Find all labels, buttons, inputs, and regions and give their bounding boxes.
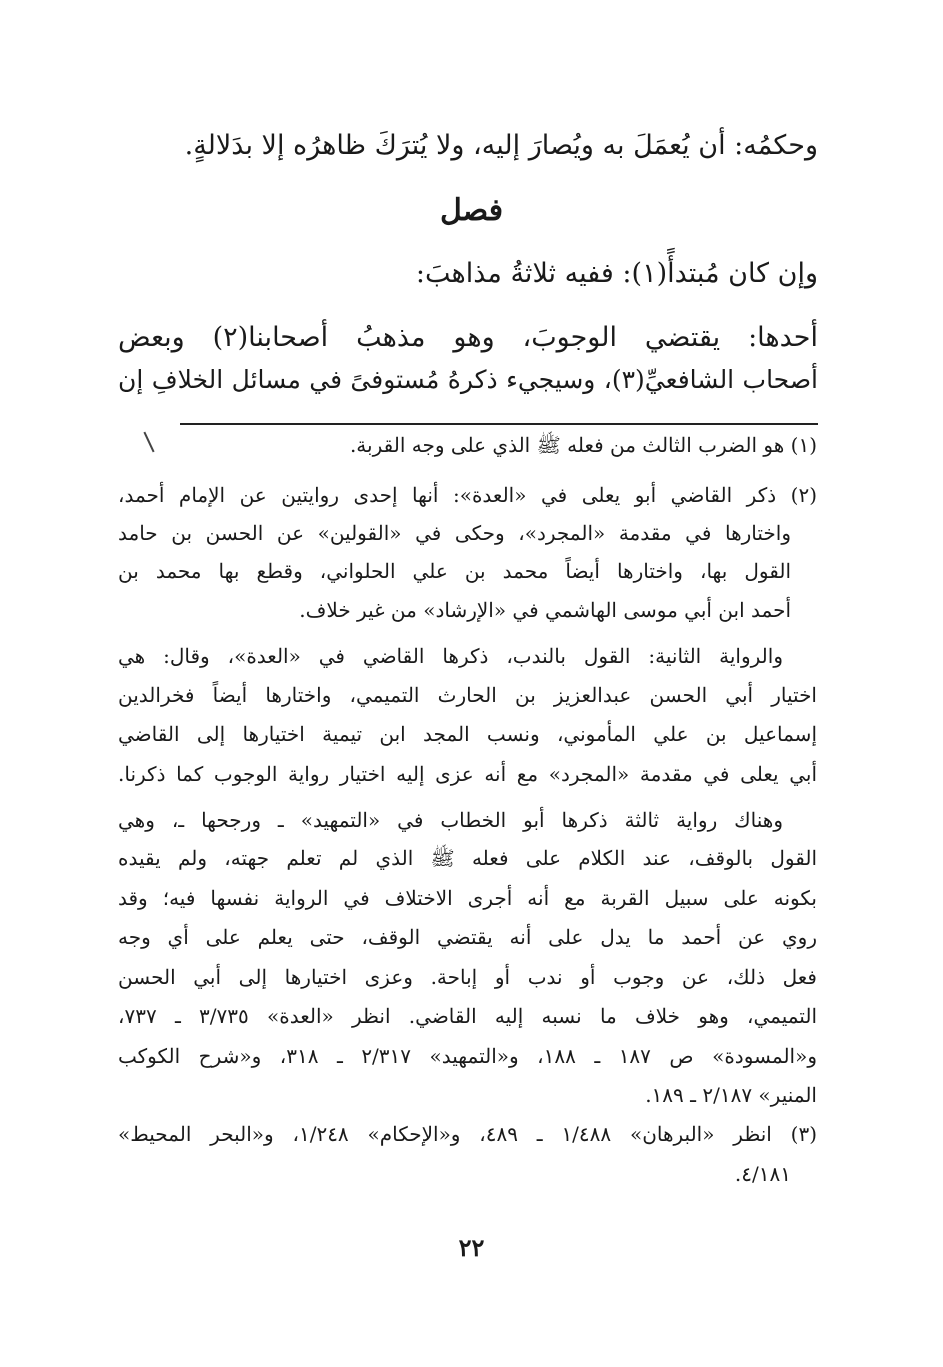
footnote-2-line: وهناك رواية ثالثة ذكرها أبو الخطاب في «التمهيد» ـ ورجحها ـ، وهي (118, 808, 783, 832)
footnote-2-line: واختارها في مقدمة «المجرد»، وحكى في «القولين» عن الحسن بن حامد (118, 521, 791, 545)
footnote-2-line: أبي يعلى في مقدمة «المجرد» مع أنه عزى إليه اختيار رواية الوجوب كما ذكرنا. (118, 762, 817, 786)
footnote-2-line: والرواية الثانية: القول بالندب، ذكرها القاضي في «العدة»، وقال: هي (118, 644, 783, 668)
main-text-line-3: أحدها: يقتضي الوجوبَ، وهو مذهبُ أصحابنا(٢) وبعض (118, 322, 818, 353)
footnote-separator-rule (180, 423, 818, 425)
footnote-2-line: روي عن أحمد ما يدل على أنه يقتضي الوقف، حتى يعلم على أي وجه (118, 925, 817, 949)
main-text-line-4: أصحاب الشافعيِّ(٣)، وسيجيء ذكرهُ مُستوفىً في مسائل الخلافِ إن (118, 365, 818, 394)
section-heading (0, 193, 943, 228)
footnote-3-line: ٤/١٨١. (734, 1162, 791, 1186)
footnote-2-line: اختيار أبي الحسن عبدالعزيز بن الحارث التميمي، واختارها أيضاً فخرالدين (118, 683, 817, 707)
footnote-2-line: القول بها، واختارها أيضاً محمد بن علي الحلواني، وقطع بها محمد بن (118, 559, 791, 583)
footnote-2-line: و«المسودة» ص ١٨٧ ـ ١٨٨، و«التمهيد» ٢/٣١٧ ـ ٣١٨، و«شرح الكوكب (118, 1044, 817, 1068)
section-heading-text: فصل (439, 193, 504, 228)
footnote-2-line: إسماعيل بن علي المأموني، ونسب المجد ابن تيمية اختيارها إلى القاضي (118, 722, 817, 746)
footnote-2-line: المنير» ٢/١٨٧ ـ ١٨٩. (645, 1083, 817, 1107)
page-number: ٢٢ (458, 1233, 485, 1262)
footnote-2-line: (٢) ذكر القاضي أبو يعلى في «العدة»: أنها إحدى روايتين عن الإمام أحمد، (118, 483, 817, 507)
footnote-3-line: (٣) انظر «البرهان» ١/٤٨٨ ـ ٤٨٩، و«الإحكام» ١/٢٤٨، و«البحر المحيط» (118, 1122, 818, 1146)
footnote-2-line: فعل ذلك، عن وجوب أو ندب أو إباحة. وعزى اختيارها إلى أبي الحسن (118, 965, 817, 989)
footnote-2-line: بكونه على سبيل القربة مع أنه أجرى الاختلاف في الرواية نفسها فيه؛ وقد (118, 886, 817, 910)
footnote-2-line: أحمد ابن أبي موسى الهاشمي في «الإرشاد» من غير خلاف. (299, 598, 791, 622)
footnote-2-line: القول بالوقف، عند الكلام على فعله ﷺ الذي لم تعلم جهته، ولم يقيده (118, 846, 817, 870)
footnote-2-line: التميمي، وهو خلاف ما نسبه إليه القاضي. انظر «العدة» ٣/٧٣٥ ـ ٧٣٧، (118, 1004, 817, 1028)
footnote-1: (١) هو الضرب الثالث من فعله ﷺ الذي على وجه القربة. (349, 433, 817, 457)
main-text-line-1: وحكمُه: أن يُعمَلَ به ويُصارَ إليه، ولا يُترَكَ ظاهرُه إلا بدَلالةٍ. (184, 130, 818, 161)
main-text-line-2: وإن كان مُبتدأً(١): ففيه ثلاثةُ مذاهبَ: (415, 258, 818, 289)
